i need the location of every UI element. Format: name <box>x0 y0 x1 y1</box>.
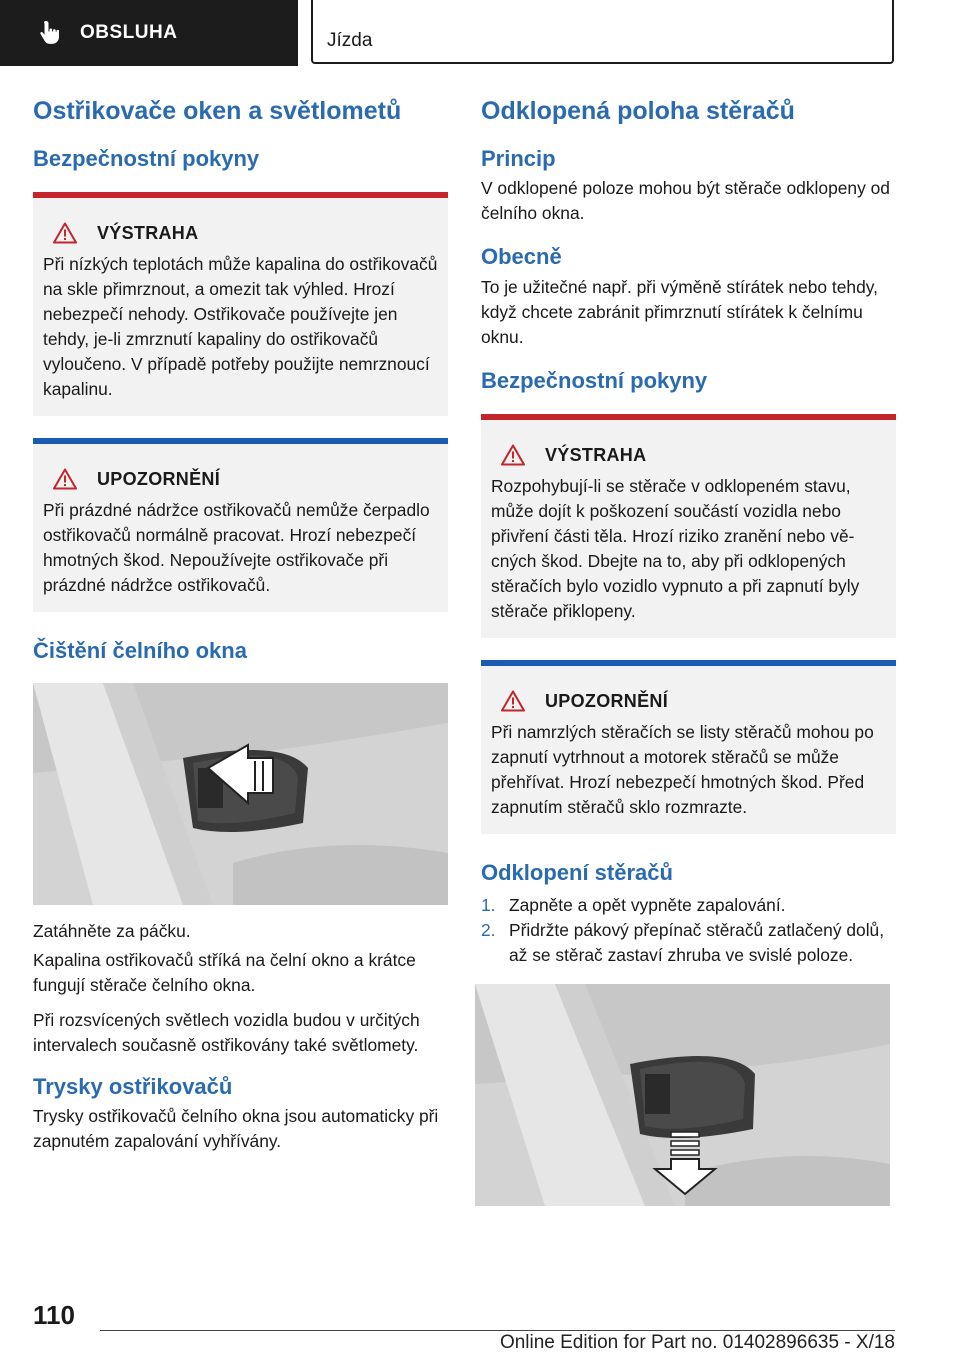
footer-divider <box>100 1330 895 1331</box>
text-nozzles: Trysky ostřikovačů čelního okna jsou automaticky při zapnutém zapalování vyhřívány. <box>33 1106 439 1152</box>
heading-fold-wipers: Odklopení stěračů <box>481 860 673 886</box>
heading-nozzles: Trysky ostřikovačů <box>33 1073 233 1099</box>
heading-safety-left: Bezpečnostní pokyny <box>33 146 260 171</box>
heading-general: Obecně <box>481 244 562 270</box>
caution-title: UPOZORNĚNÍ <box>545 690 669 711</box>
text-washer-spray: Kapalina ostřikovačů stříká na čelní okno a krátce fungují stěrače čelního okna. <box>33 949 416 995</box>
heading-clean-windshield: Čištění čelního okna <box>33 638 247 664</box>
chapter-label: Jízda <box>327 30 373 51</box>
wiper-lever-push-illustration <box>475 984 890 1206</box>
caution-title: UPOZORNĚNÍ <box>97 468 221 489</box>
text-principle: V odklopené poloze mohou být stěrače odklopeny od čelního okna. <box>481 178 890 224</box>
wiper-lever-pull-illustration <box>33 683 448 905</box>
page-header <box>0 0 960 66</box>
warning-text: Rozpohybují-li se stěrače v odklopeném stavu, může dojít k poškození součástí vozidla nebo přivření části těla. Hrozí riziko zranění nebo věcných škod. Dbejte na to, aby při odklopených stěračích bylo vozidlo vypnuto a při zapnutí byly stěrače přiklopeny. <box>491 476 860 622</box>
chapter-tab[interactable] <box>311 0 894 64</box>
edition-text: Online Edition for Part no. 01402896635 - X/18 <box>499 1332 895 1353</box>
text-pull-lever: Zatáhněte za páčku. <box>33 920 191 941</box>
text-general: To je užitečné např. při výměně stírátek nebo tehdy, když chcete zabránit přimrznutí stírátek k čelnímu oknu. <box>481 276 878 347</box>
list-item <box>481 893 896 918</box>
caution-triangle-icon <box>501 690 525 712</box>
left-column <box>33 96 448 1164</box>
heading-fold-position: Odklopená poloha stěračů <box>481 97 795 125</box>
steps-list <box>481 893 896 968</box>
hand-pointer-icon <box>36 18 66 48</box>
right-column <box>481 96 896 1206</box>
caution-triangle-icon <box>53 468 77 490</box>
list-item <box>481 918 896 968</box>
heading-principle: Princip <box>481 146 556 171</box>
step-text: Přidržte pákový přepínač stěračů zatlačený dolů, až se stěrač zastaví zhruba ve svislé poloze. <box>509 919 885 965</box>
warning-text: Při nízkých teplotách může kapalina do ostřikovačů na skle přimrznout, a omezit tak výhled. Hrozí nebezpečí nehody. Ostřikovače používejte jen tehdy, je-li zmrznutí kapaliny do ostřikovačů vyloučeno. V případě potřeby použijte nemrznoucí kapalinu. <box>43 254 438 400</box>
heading-safety-right: Bezpečnostní pokyny <box>481 367 708 393</box>
warning-triangle-icon <box>53 222 77 244</box>
step-number: 2. <box>481 919 496 940</box>
warning-title: VÝSTRAHA <box>545 444 647 465</box>
page-number: 110 <box>33 1300 75 1330</box>
text-headlights: Při rozsvícených světlech vozidla budou v určitých intervalech současně ostřikovány také světlomety. <box>33 1009 420 1055</box>
section-tab[interactable] <box>0 0 298 66</box>
photo-wiper-lever-pull <box>33 683 448 905</box>
section-label: OBSLUHA <box>80 22 178 43</box>
step-number: 1. <box>481 894 496 915</box>
caution-box-left <box>33 438 448 612</box>
caution-box-right <box>481 660 896 834</box>
warning-box-right <box>481 414 896 638</box>
caution-text: Při namrzlých stěračích se listy stěračů mohou po zapnutí vytrhnout a motorek stěračů se může přehřívat. Hrozí nebezpečí hmotných škod. Před zapnutím stěračů sklo rozmrazte. <box>491 722 874 818</box>
heading-washers: Ostřikovače oken a světlometů <box>33 97 402 125</box>
photo-wiper-lever-push-down <box>475 984 890 1206</box>
step-text: Zapněte a opět vypněte zapalování. <box>509 894 786 915</box>
caution-text: Při prázdné nádržce ostřikovačů nemůže čerpadlo ostřikovačů normálně pracovat. Hrozí nebezpečí hmotných škod. Nepoužívejte ostřikovače při prázdné nádržce ostřikovačů. <box>43 500 430 596</box>
warning-triangle-icon <box>501 444 525 466</box>
warning-box-left <box>33 192 448 416</box>
warning-title: VÝSTRAHA <box>97 222 199 243</box>
